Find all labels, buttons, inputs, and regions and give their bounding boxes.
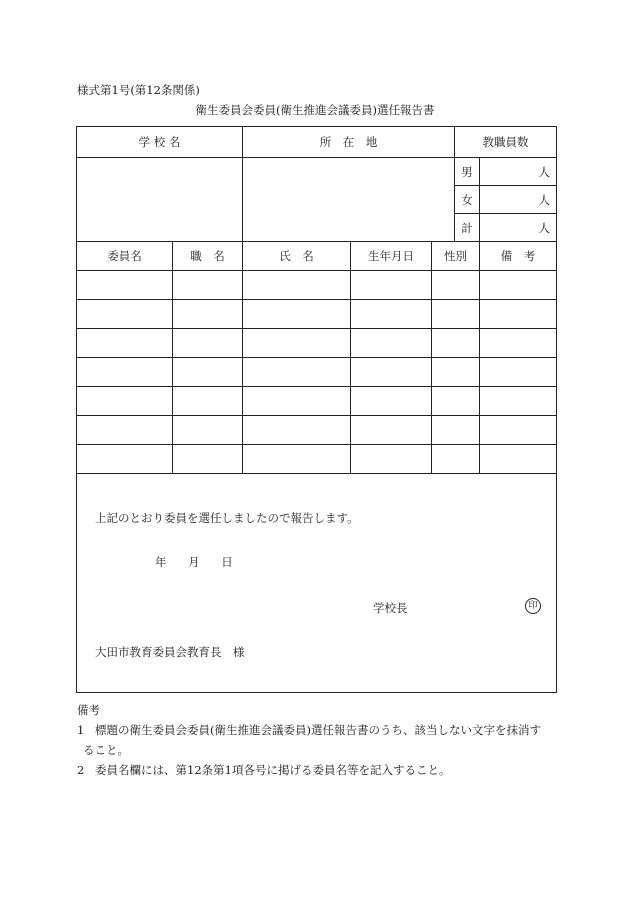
- table-row: [77, 387, 557, 416]
- remarks-cell[interactable]: [480, 387, 557, 416]
- form-number-label: 様式第1号(第12条関係): [77, 83, 200, 97]
- notes-heading: 備考: [77, 703, 100, 717]
- gender-cell[interactable]: [432, 300, 480, 329]
- gender-cell[interactable]: [432, 416, 480, 445]
- staff-count-header: 教職員数: [455, 127, 557, 158]
- committee-name-cell[interactable]: [77, 445, 173, 474]
- location-cell[interactable]: [243, 158, 455, 242]
- col-header-remarks: 備 考: [480, 242, 557, 271]
- remarks-cell[interactable]: [480, 445, 557, 474]
- count-total-cell[interactable]: 人: [480, 214, 557, 242]
- count-label-female: 女: [455, 186, 480, 214]
- table-row: [77, 445, 557, 474]
- school-name-header: 学 校 名: [77, 127, 243, 158]
- remarks-cell[interactable]: [480, 416, 557, 445]
- full-name-cell[interactable]: [243, 387, 351, 416]
- note-text: 委員名欄には、第12条第1項各号に掲げる委員名等を記入すること。: [95, 763, 451, 777]
- remarks-cell[interactable]: [480, 358, 557, 387]
- remarks-cell[interactable]: [480, 271, 557, 300]
- col-header-gender: 性別: [432, 242, 480, 271]
- committee-name-cell[interactable]: [77, 358, 173, 387]
- birthdate-cell[interactable]: [351, 329, 432, 358]
- col-header-full-name: 氏 名: [243, 242, 351, 271]
- committee-name-cell[interactable]: [77, 387, 173, 416]
- position-cell[interactable]: [173, 329, 243, 358]
- remarks-cell[interactable]: [480, 300, 557, 329]
- full-name-cell[interactable]: [243, 329, 351, 358]
- table-row: [77, 300, 557, 329]
- full-name-cell[interactable]: [243, 416, 351, 445]
- report-statement: 上記のとおり委員を選任しましたので報告します。: [95, 511, 359, 525]
- report-table: [76, 126, 557, 693]
- note-item: [77, 760, 567, 780]
- col-header-committee-name: 委員名: [77, 242, 173, 271]
- full-name-cell[interactable]: [243, 445, 351, 474]
- position-cell[interactable]: [173, 271, 243, 300]
- full-name-cell[interactable]: [243, 358, 351, 387]
- gender-cell[interactable]: [432, 358, 480, 387]
- gender-cell[interactable]: [432, 445, 480, 474]
- document-title: 衛生委員会委員(衛生推進会議委員)選任報告書: [195, 103, 435, 117]
- committee-name-cell[interactable]: [77, 329, 173, 358]
- note-item: [77, 720, 567, 740]
- notes-section: [77, 700, 567, 780]
- note-text: 標題の衛生委員会委員(衛生推進会議委員)選任報告書のうち、該当しない文字を抹消す: [95, 723, 541, 737]
- birthdate-cell[interactable]: [351, 358, 432, 387]
- table-row: [77, 271, 557, 300]
- note-number: 1: [77, 723, 85, 737]
- position-cell[interactable]: [173, 387, 243, 416]
- committee-name-cell[interactable]: [77, 300, 173, 329]
- principal-label: 学校長: [373, 601, 408, 615]
- count-label-male: 男: [455, 158, 480, 186]
- count-female-cell[interactable]: 人: [480, 186, 557, 214]
- col-header-birthdate: 生年月日: [351, 242, 432, 271]
- birthdate-cell[interactable]: [351, 271, 432, 300]
- date-line[interactable]: 年 月 日: [155, 555, 233, 569]
- seal-mark: 印: [525, 598, 541, 614]
- location-header: 所 在 地: [243, 127, 455, 158]
- remarks-cell[interactable]: [480, 329, 557, 358]
- committee-name-cell[interactable]: [77, 416, 173, 445]
- birthdate-cell[interactable]: [351, 416, 432, 445]
- birthdate-cell[interactable]: [351, 387, 432, 416]
- table-row: [77, 358, 557, 387]
- position-cell[interactable]: [173, 358, 243, 387]
- birthdate-cell[interactable]: [351, 300, 432, 329]
- gender-cell[interactable]: [432, 387, 480, 416]
- count-label-total: 計: [455, 214, 480, 242]
- note-text-continued: ること。: [83, 743, 129, 757]
- school-name-cell[interactable]: [77, 158, 243, 242]
- table-row: [77, 329, 557, 358]
- gender-cell[interactable]: [432, 271, 480, 300]
- declaration-section: [77, 474, 557, 693]
- addressee: 大田市教育委員会教育長 様: [95, 645, 245, 659]
- full-name-cell[interactable]: [243, 271, 351, 300]
- col-header-position: 職 名: [173, 242, 243, 271]
- table-row: [77, 416, 557, 445]
- birthdate-cell[interactable]: [351, 445, 432, 474]
- position-cell[interactable]: [173, 416, 243, 445]
- count-male-cell[interactable]: 人: [480, 158, 557, 186]
- position-cell[interactable]: [173, 445, 243, 474]
- position-cell[interactable]: [173, 300, 243, 329]
- gender-cell[interactable]: [432, 329, 480, 358]
- committee-name-cell[interactable]: [77, 271, 173, 300]
- note-number: 2: [77, 763, 85, 777]
- full-name-cell[interactable]: [243, 300, 351, 329]
